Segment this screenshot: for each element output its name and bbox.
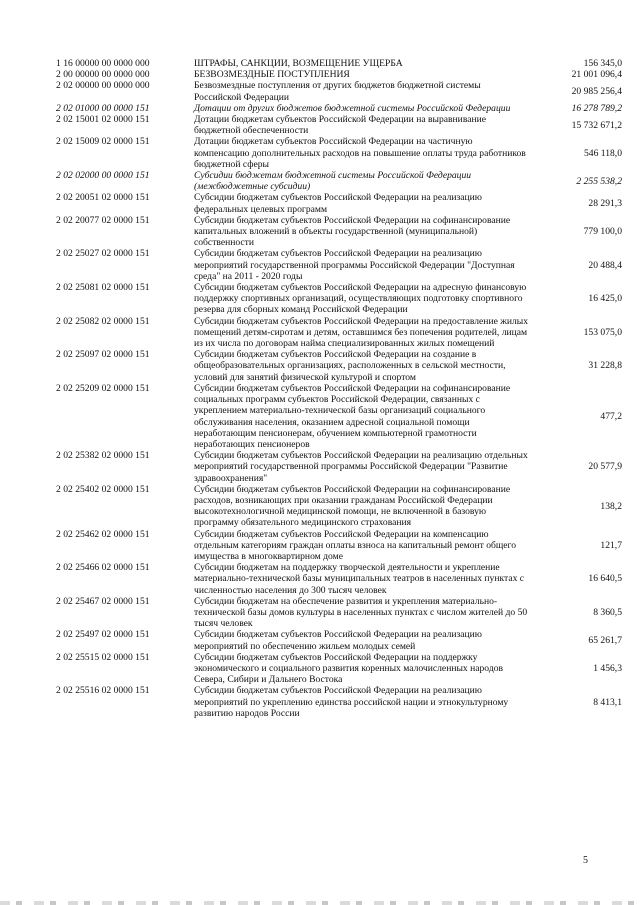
table-row	[56, 248, 622, 282]
page-number: 5	[583, 855, 588, 866]
row-amount: 121,7	[600, 539, 622, 551]
row-code: 2 02 25027 02 0000 151	[56, 248, 150, 260]
budget-revenue-table	[56, 58, 622, 719]
table-row	[56, 529, 622, 563]
row-code: 2 02 20051 02 0000 151	[56, 192, 150, 204]
row-code: 2 02 25082 02 0000 151	[56, 315, 150, 327]
row-code: 2 02 15001 02 0000 151	[56, 114, 150, 126]
scan-footer-artifact	[0, 901, 640, 905]
row-description: ШТРАФЫ, САНКЦИИ, ВОЗМЕЩЕНИЕ УЩЕРБА	[194, 58, 403, 69]
table-row	[56, 58, 622, 69]
row-amount: 16 425,0	[588, 293, 622, 305]
row-description: Субсидии бюджетам субъектов Российской Федерации на реализацию отдельных мероприятий государственной программы Российской Федерации "Развитие здравоохранения"	[194, 450, 528, 484]
table-row	[56, 349, 622, 383]
table-row	[56, 685, 622, 719]
row-code: 2 02 25497 02 0000 151	[56, 629, 150, 641]
row-code: 2 02 02000 00 0000 151	[56, 170, 150, 182]
row-code: 2 02 25467 02 0000 151	[56, 595, 150, 607]
table-row	[56, 629, 622, 651]
row-amount: 16 640,5	[588, 573, 622, 585]
row-code: 2 02 00000 00 0000 000	[56, 80, 150, 92]
row-description: Субсидии бюджетам субъектов Российской Федерации на поддержку экономического и социального развития коренных малочисленных народов Севера, Сибири и Дальнего Востока	[194, 651, 504, 686]
table-row	[56, 383, 622, 450]
row-description: Субсидии бюджетам субъектов Российской Федерации на реализацию мероприятий по укреплению единства российской нации и этнокультурному развитию народов России	[194, 685, 509, 719]
row-amount: 65 261,7	[588, 634, 622, 646]
row-description: Субсидии бюджетам субъектов Российской Федерации на реализацию мероприятий по обеспечению жильем молодых семей	[194, 629, 482, 652]
row-description: Дотации от других бюджетов бюджетной системы Российской Федерации	[194, 102, 511, 114]
row-code: 2 02 20077 02 0000 151	[56, 214, 150, 226]
table-row	[56, 652, 622, 686]
table-row	[56, 192, 622, 214]
row-description: Безвозмездные поступления от других бюджетов бюджетной системы Российской Федерации	[194, 80, 481, 103]
row-description: БЕЗВОЗМЕЗДНЫЕ ПОСТУПЛЕНИЯ	[194, 69, 350, 81]
row-description: Субсидии бюджетам на обеспечение развития и укрепления материально-технической базы домов культуры в населенных пунктах с числом жителей до 50 тысяч человек	[194, 595, 528, 630]
row-amount: 16 278 789,2	[571, 102, 622, 114]
row-amount: 477,2	[600, 410, 622, 422]
row-amount: 28 291,3	[588, 198, 622, 210]
table-body	[56, 58, 622, 719]
table-row	[56, 69, 622, 80]
row-description: Субсидии бюджетам на поддержку творческой деятельности и укрепление материально-технической базы муниципальных театров в населенных пунктах с численностью населения до 300 тысяч человек	[194, 562, 525, 596]
table-row	[56, 170, 622, 192]
table-row	[56, 316, 622, 350]
table-row	[56, 562, 622, 596]
row-amount: 8 413,1	[593, 696, 622, 708]
row-amount: 15 732 671,2	[571, 119, 622, 131]
row-amount: 20 985 256,4	[571, 86, 622, 97]
row-amount: 21 001 096,4	[571, 69, 622, 81]
row-code: 2 02 25466 02 0000 151	[56, 562, 150, 574]
row-description: Субсидии бюджетам субъектов Российской Федерации на софинансирование социальных программ субъектов Российской Федерации, связанных с укреплением материально-технической базы организаций социального обслуживания населения, оказанием адресной социальной помощи неработающим пенсионерам, обучением компьютерной грамотности неработающих пенсионеров	[194, 382, 511, 450]
row-code: 2 02 01000 00 0000 151	[56, 102, 150, 114]
table-row	[56, 114, 622, 136]
row-description: Дотации бюджетам субъектов Российской Федерации на выравнивание бюджетной обеспеченности	[194, 114, 487, 137]
row-description: Субсидии бюджетам бюджетной системы Российской Федерации (межбюджетные субсидии)	[194, 170, 472, 193]
row-amount: 153 075,0	[583, 326, 622, 338]
row-code: 2 02 25462 02 0000 151	[56, 528, 150, 540]
row-amount: 8 360,5	[593, 606, 622, 618]
table-row	[56, 80, 622, 102]
row-code: 2 02 25097 02 0000 151	[56, 349, 150, 361]
row-code: 2 02 25516 02 0000 151	[56, 685, 150, 697]
row-amount: 546 118,0	[583, 147, 622, 159]
row-amount: 31 228,8	[588, 360, 622, 372]
row-description: Субсидии бюджетам субъектов Российской Федерации на софинансирование капитальных вложений в объекты государственной (муниципальной) собственности	[194, 214, 511, 249]
row-code: 2 02 25209 02 0000 151	[56, 382, 150, 394]
row-code: 2 02 25382 02 0000 151	[56, 450, 150, 462]
table-row	[56, 136, 622, 170]
table-row	[56, 484, 622, 529]
row-description: Субсидии бюджетам субъектов Российской Федерации на создание в общеобразовательных организациях, расположенных в сельской местности, условий для занятий физической культурой и спортом	[194, 349, 506, 383]
table-row	[56, 215, 622, 249]
table-row	[56, 103, 622, 114]
table-row	[56, 282, 622, 316]
row-amount: 20 488,4	[588, 259, 622, 271]
row-amount: 20 577,9	[588, 461, 622, 473]
table-row	[56, 450, 622, 484]
row-description: Субсидии бюджетам субъектов Российской Федерации на предоставление жилых помещений детям-сиротам и детям, оставшимся без попечения родителей, лицам из их числа по договорам найма специализированных жилых помещений	[194, 315, 529, 350]
row-amount: 2 255 538,2	[576, 175, 622, 187]
row-description: Субсидии бюджетам субъектов Российской Федерации на адресную финансовую поддержку спортивных организаций, осуществляющих подготовку спортивного резерва для сборных команд Российской Федерации	[194, 282, 527, 316]
row-code: 2 02 25402 02 0000 151	[56, 483, 150, 495]
row-code: 2 02 25081 02 0000 151	[56, 282, 150, 294]
row-amount: 1 456,3	[593, 662, 622, 674]
row-code: 2 02 25515 02 0000 151	[56, 651, 150, 663]
row-amount: 779 100,0	[583, 226, 622, 238]
row-description: Дотации бюджетам субъектов Российской Федерации на частичную компенсацию дополнительных расходов на повышение оплаты труда работников бюджетной сферы	[194, 136, 526, 170]
row-code: 2 02 15009 02 0000 151	[56, 136, 150, 148]
row-code: 1 16 00000 00 0000 000	[56, 58, 150, 69]
row-code: 2 00 00000 00 0000 000	[56, 69, 150, 81]
table-row	[56, 596, 622, 630]
row-description: Субсидии бюджетам субъектов Российской Федерации на софинансирование расходов, возникающих при оказании гражданам Российской Федерации высокотехнологичной медицинской помощи, не включенной в базовую программу обязательного медицинского страхования	[194, 483, 511, 529]
row-amount: 156 345,0	[583, 58, 622, 69]
row-amount: 138,2	[600, 500, 622, 512]
row-description: Субсидии бюджетам субъектов Российской Федерации на реализацию федеральных целевых программ	[194, 192, 482, 215]
row-description: Субсидии бюджетам субъектов Российской Федерации на компенсацию отдельным категориям граждан оплаты взноса на капитальный ремонт общего имущества в многоквартирном доме	[194, 528, 517, 562]
row-description: Субсидии бюджетам субъектов Российской Федерации на реализацию мероприятий государственной программы Российской Федерации "Доступная среда" на 2011 - 2020 годы	[194, 248, 515, 282]
